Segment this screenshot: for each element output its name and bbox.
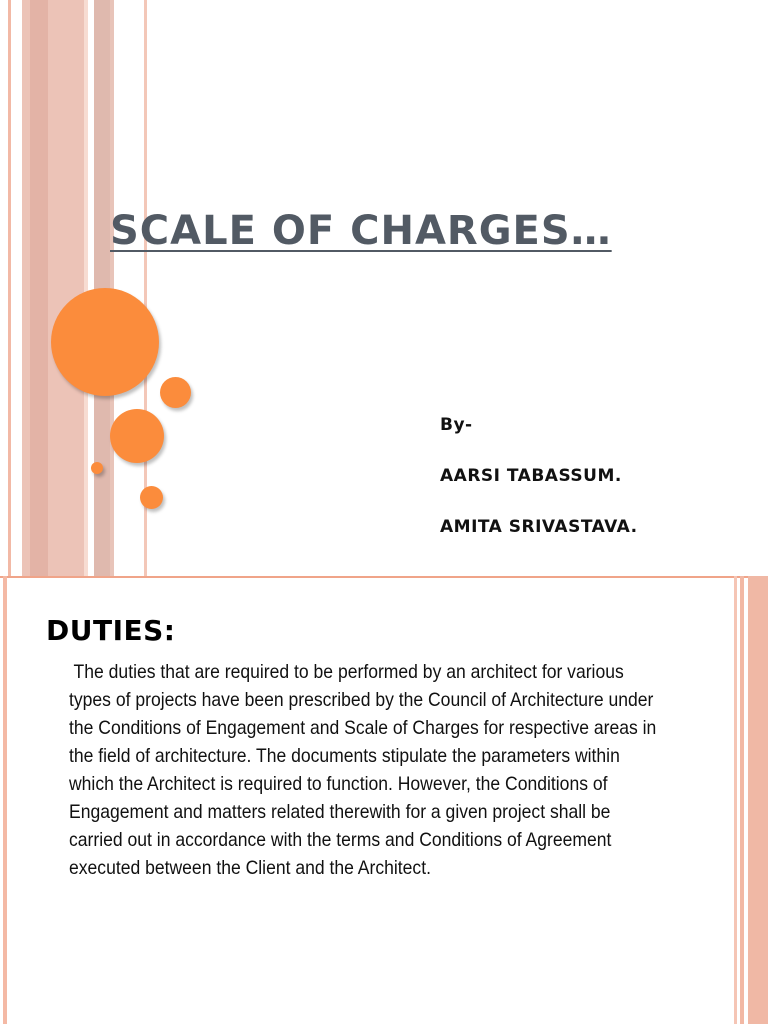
body-line: The duties that are required to be performed by an architect for various xyxy=(69,661,624,683)
decorative-circle-large xyxy=(51,288,159,396)
section-heading xyxy=(46,614,175,647)
decorative-circle-small xyxy=(140,486,163,509)
slide-title: SCALE OF CHARGES… xyxy=(110,208,612,254)
heading-text: DUTIES xyxy=(46,614,164,647)
decorative-circle-tiny xyxy=(91,462,103,474)
body-line: Engagement and matters related therewith for a given project shall be xyxy=(69,801,611,823)
decorative-stripe xyxy=(734,576,737,1024)
decorative-stripe xyxy=(84,0,88,576)
body-line: carried out in accordance with the terms and Conditions of Agreement xyxy=(69,829,612,851)
body-line: types of projects have been prescribed by the Council of Architecture under xyxy=(69,689,654,711)
body-line: the Conditions of Engagement and Scale of Charges for respective areas in xyxy=(69,717,657,739)
heading-colon: : xyxy=(163,614,175,647)
decorative-circle-medium xyxy=(110,409,164,463)
body-line: executed between the Client and the Architect. xyxy=(69,857,431,879)
body-paragraph xyxy=(69,658,663,882)
decorative-stripe xyxy=(748,576,768,1024)
author-block xyxy=(440,414,638,567)
duties-slide xyxy=(0,576,768,1024)
slide-divider xyxy=(0,576,768,578)
decorative-stripe xyxy=(740,576,744,1024)
author-name: AARSI TABASSUM. xyxy=(440,466,622,486)
by-label: By- xyxy=(440,415,473,435)
body-line: the field of architecture. The documents stipulate the parameters within xyxy=(69,745,620,767)
body-line: which the Architect is required to function. However, the Conditions of xyxy=(69,773,608,795)
decorative-circle-small xyxy=(160,377,191,408)
decorative-stripe xyxy=(8,0,11,576)
decorative-stripe xyxy=(3,576,7,1024)
author-name: AMITA SRIVASTAVA. xyxy=(440,517,638,537)
decorative-stripe xyxy=(30,0,48,576)
